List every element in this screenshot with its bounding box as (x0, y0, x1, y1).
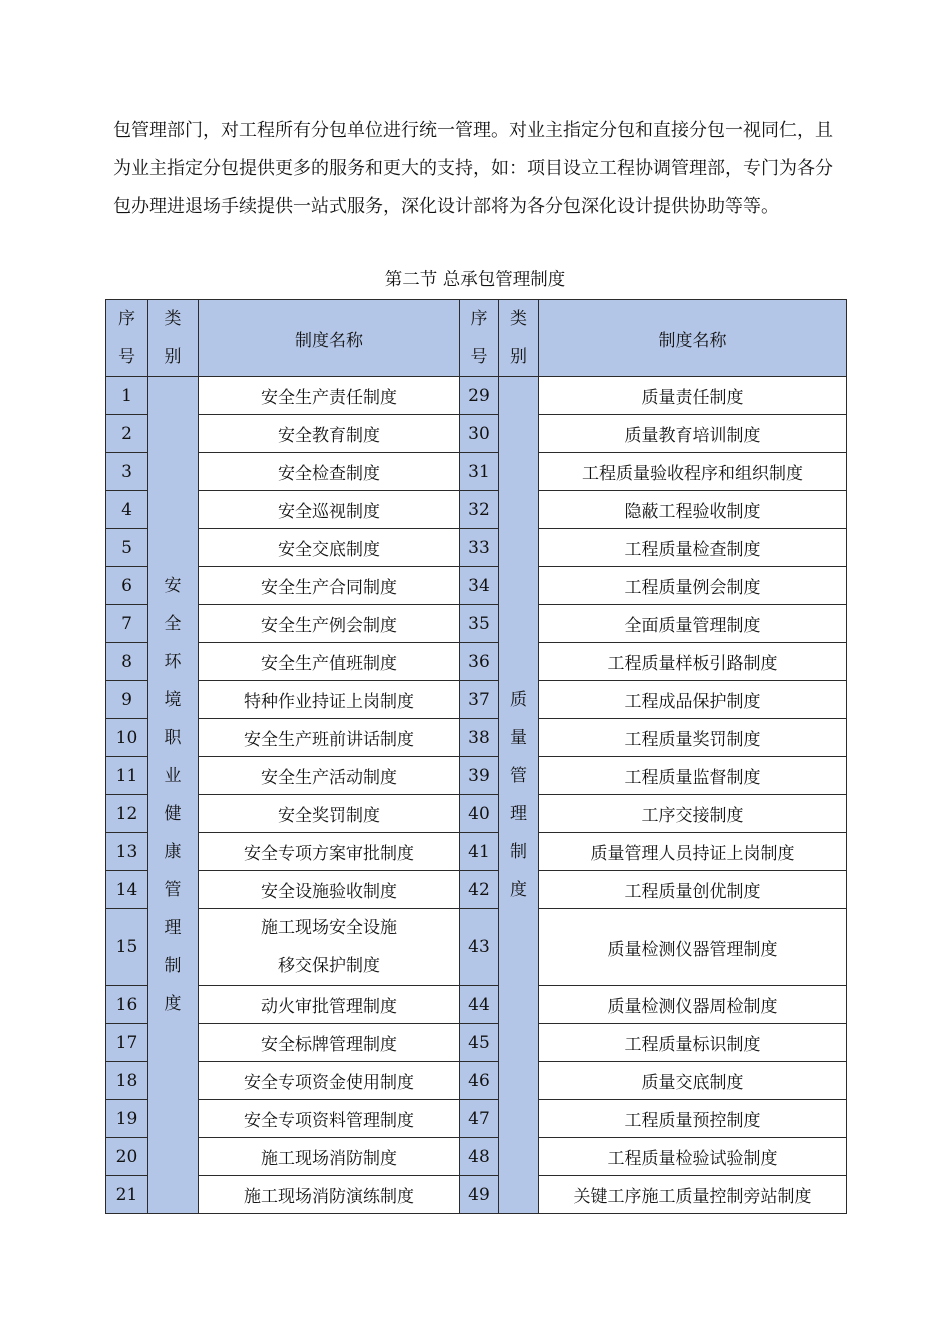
row-number-left: 21 (106, 1176, 148, 1214)
system-name-line: 移交保护制度 (278, 956, 380, 976)
table-row (106, 415, 847, 453)
category-char: 量 (510, 728, 527, 748)
row-number-right: 29 (460, 377, 499, 415)
table-row (106, 377, 847, 415)
system-name-right: 关键工序施工质量控制旁站制度 (539, 1176, 847, 1214)
table-row (106, 871, 847, 909)
header-cat-left: 类 别 (148, 300, 199, 377)
row-number-left: 4 (106, 491, 148, 529)
category-safety (148, 377, 199, 1214)
system-name-right: 全面质量管理制度 (539, 605, 847, 643)
category-char: 环 (164, 652, 182, 672)
system-name-left: 安全生产班前讲话制度 (199, 719, 460, 757)
system-name-right: 质量管理人员持证上岗制度 (539, 833, 847, 871)
system-name-left: 安全专项资金使用制度 (199, 1062, 460, 1100)
row-number-left: 6 (106, 567, 148, 605)
row-number-right: 36 (460, 643, 499, 681)
system-name-right: 工程质量预控制度 (539, 1100, 847, 1138)
row-number-right: 46 (460, 1062, 499, 1100)
row-number-left: 9 (106, 681, 148, 719)
row-number-left: 15 (106, 909, 148, 986)
category-char: 境 (164, 690, 182, 710)
row-number-left: 19 (106, 1100, 148, 1138)
system-name-left: 安全奖罚制度 (199, 795, 460, 833)
category-char: 康 (164, 842, 182, 862)
category-char: 制 (510, 842, 527, 862)
row-number-right: 34 (460, 567, 499, 605)
category-char: 质 (510, 690, 527, 710)
table-row (106, 795, 847, 833)
system-name-left: 施工现场消防演练制度 (199, 1176, 460, 1214)
category-char: 全 (164, 614, 182, 634)
system-name-right: 工程质量验收程序和组织制度 (539, 453, 847, 491)
table-row (106, 1062, 847, 1100)
system-name-left: 安全教育制度 (199, 415, 460, 453)
category-char: 健 (164, 804, 182, 824)
system-name-left: 安全专项方案审批制度 (199, 833, 460, 871)
table-row (106, 719, 847, 757)
system-name-right: 工程质量检查制度 (539, 529, 847, 567)
row-number-right: 39 (460, 757, 499, 795)
table-row (106, 1024, 847, 1062)
row-number-left: 11 (106, 757, 148, 795)
body-paragraph: 包管理部门，对工程所有分包单位进行统一管理。对业主指定分包和直接分包一视同仁，且为业主指定分包提供更多的服务和更大的支持，如：项目设立工程协调管理部，专门为各分包办理进退场手续提供一站式服务，深化设计部将为各分包深化设计提供协助等等。 (113, 120, 833, 217)
table-row (106, 909, 847, 986)
category-char: 理 (510, 804, 527, 824)
table-row (106, 605, 847, 643)
header-cat-right: 类 别 (499, 300, 539, 377)
system-name-right: 质量责任制度 (539, 377, 847, 415)
table-row (106, 453, 847, 491)
row-number-left: 14 (106, 871, 148, 909)
system-name-right: 质量教育培训制度 (539, 415, 847, 453)
system-name-left: 安全生产活动制度 (199, 757, 460, 795)
row-number-right: 40 (460, 795, 499, 833)
system-name-right: 质量检测仪器周检制度 (539, 986, 847, 1024)
system-name-left: 安全巡视制度 (199, 491, 460, 529)
row-number-left: 16 (106, 986, 148, 1024)
row-number-left: 20 (106, 1138, 148, 1176)
system-name-left: 安全生产例会制度 (199, 605, 460, 643)
row-number-right: 45 (460, 1024, 499, 1062)
system-name-left: 安全生产责任制度 (199, 377, 460, 415)
row-number-right: 38 (460, 719, 499, 757)
system-name-right: 工程质量样板引路制度 (539, 643, 847, 681)
system-name-right: 工序交接制度 (539, 795, 847, 833)
table-row (106, 491, 847, 529)
system-name-left: 安全交底制度 (199, 529, 460, 567)
row-number-right: 31 (460, 453, 499, 491)
category-char: 职 (164, 728, 182, 748)
system-name-right: 工程质量例会制度 (539, 567, 847, 605)
category-char: 度 (164, 994, 182, 1014)
category-char: 制 (164, 956, 182, 976)
table-row (106, 757, 847, 795)
system-name-left: 动火审批管理制度 (199, 986, 460, 1024)
table-row (106, 681, 847, 719)
table-row (106, 1138, 847, 1176)
system-name-line: 施工现场安全设施 (261, 918, 397, 938)
system-name-left: 安全标牌管理制度 (199, 1024, 460, 1062)
row-number-left: 7 (106, 605, 148, 643)
table-row (106, 1176, 847, 1214)
row-number-left: 13 (106, 833, 148, 871)
row-number-right: 41 (460, 833, 499, 871)
table-row (106, 567, 847, 605)
category-char: 业 (164, 766, 182, 786)
row-number-left: 17 (106, 1024, 148, 1062)
row-number-left: 18 (106, 1062, 148, 1100)
system-name-left: 安全设施验收制度 (199, 871, 460, 909)
category-char: 安 (164, 576, 182, 596)
table-row (106, 1100, 847, 1138)
system-name-left: 施工现场消防制度 (199, 1138, 460, 1176)
system-name-right: 工程质量创优制度 (539, 871, 847, 909)
category-char: 度 (510, 880, 527, 900)
table-row (106, 833, 847, 871)
row-number-right: 49 (460, 1176, 499, 1214)
system-name-left: 安全专项资料管理制度 (199, 1100, 460, 1138)
table-row (106, 529, 847, 567)
header-seq-right: 序 号 (460, 300, 499, 377)
row-number-right: 47 (460, 1100, 499, 1138)
header-seq-left: 序 号 (106, 300, 148, 377)
row-number-left: 1 (106, 377, 148, 415)
row-number-left: 8 (106, 643, 148, 681)
category-quality (499, 377, 539, 1214)
category-char: 理 (164, 918, 182, 938)
system-name-right: 隐蔽工程验收制度 (539, 491, 847, 529)
row-number-right: 35 (460, 605, 499, 643)
row-number-right: 42 (460, 871, 499, 909)
management-system-table (105, 299, 847, 1214)
row-number-right: 48 (460, 1138, 499, 1176)
system-name-right: 工程质量标识制度 (539, 1024, 847, 1062)
system-name-left: 特种作业持证上岗制度 (199, 681, 460, 719)
system-name-right: 工程质量监督制度 (539, 757, 847, 795)
table-row (106, 643, 847, 681)
row-number-right: 37 (460, 681, 499, 719)
row-number-left: 12 (106, 795, 148, 833)
system-name-left: 安全生产值班制度 (199, 643, 460, 681)
row-number-left: 5 (106, 529, 148, 567)
system-name-left (199, 909, 460, 986)
system-name-right: 工程质量奖罚制度 (539, 719, 847, 757)
row-number-right: 44 (460, 986, 499, 1024)
system-name-left: 安全生产合同制度 (199, 567, 460, 605)
category-char: 管 (510, 766, 527, 786)
table-row (106, 986, 847, 1024)
system-name-right: 质量检测仪器管理制度 (539, 909, 847, 986)
row-number-right: 30 (460, 415, 499, 453)
row-number-right: 32 (460, 491, 499, 529)
category-char: 管 (164, 880, 182, 900)
header-name-right: 制度名称 (539, 300, 847, 377)
row-number-left: 10 (106, 719, 148, 757)
system-name-left: 安全检查制度 (199, 453, 460, 491)
header-name-left: 制度名称 (199, 300, 460, 377)
system-name-right: 质量交底制度 (539, 1062, 847, 1100)
row-number-right: 43 (460, 909, 499, 986)
system-name-right: 工程质量检验试验制度 (539, 1138, 847, 1176)
row-number-left: 3 (106, 453, 148, 491)
row-number-left: 2 (106, 415, 148, 453)
section-caption: 第二节 总承包管理制度 (384, 270, 566, 290)
table-header-row (106, 300, 847, 377)
system-name-right: 工程成品保护制度 (539, 681, 847, 719)
table-body (106, 377, 847, 1214)
row-number-right: 33 (460, 529, 499, 567)
